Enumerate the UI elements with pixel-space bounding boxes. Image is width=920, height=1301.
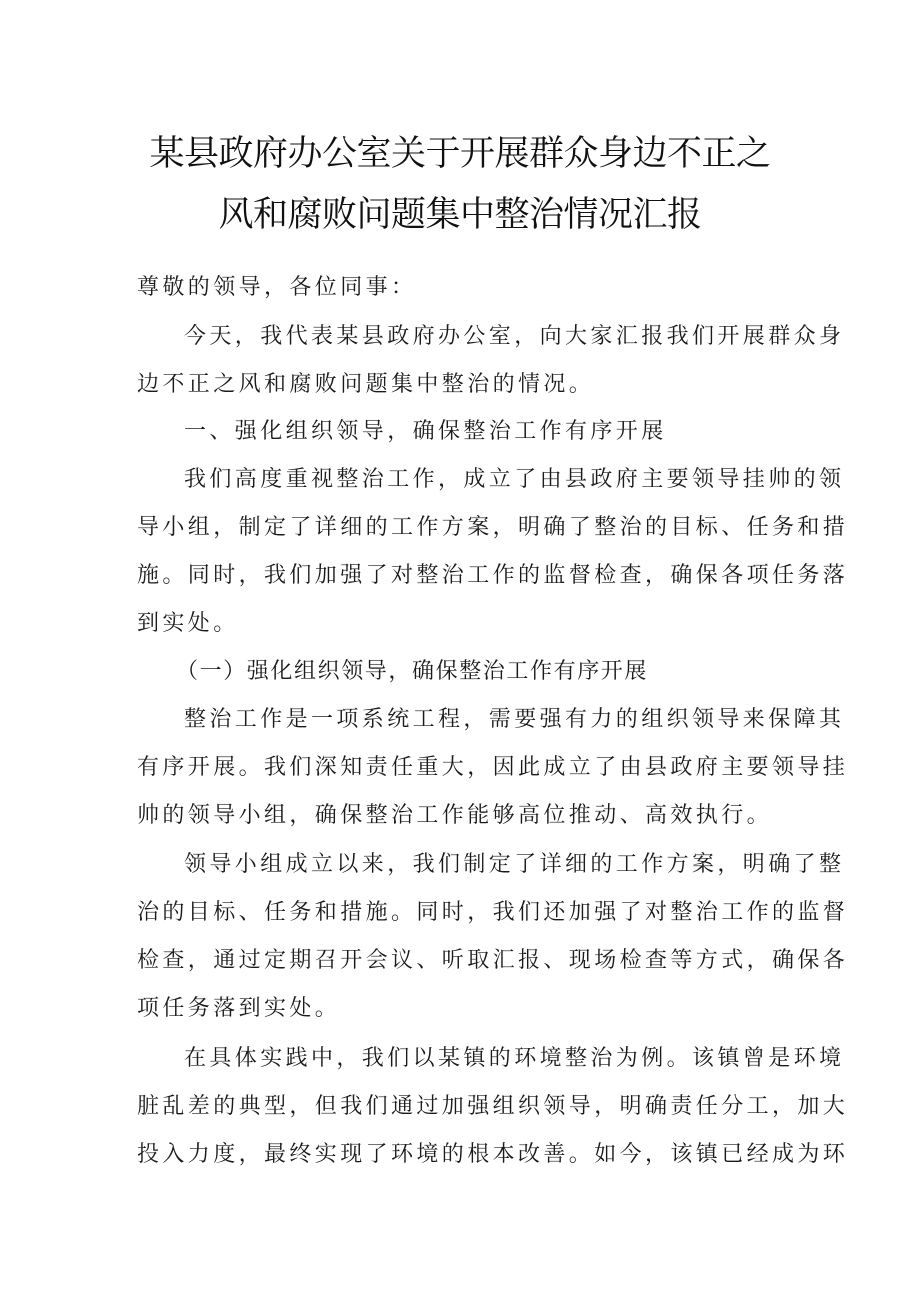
section-heading: 一、强化组织领导，确保整治工作有序开展	[184, 419, 667, 444]
paragraph-line: 脏乱差的典型，但我们通过加强组织领导，明确责任分工，加大	[137, 1094, 849, 1119]
paragraph-line: 到实处。	[137, 611, 239, 636]
paragraph-line: 检查，通过定期召开会议、听取汇报、现场检查等方式，确保各	[137, 948, 849, 973]
paragraph-line: 领导小组成立以来，我们制定了详细的工作方案，明确了整	[184, 852, 845, 877]
paragraph-line: 我们高度重视整治工作，成立了由县政府主要领导挂帅的领	[184, 467, 845, 492]
document-title-line-2: 风和腐败问题集中整治情况汇报	[218, 195, 702, 235]
paragraph-line: 今天，我代表某县政府办公室，向大家汇报我们开展群众身	[184, 324, 845, 349]
paragraph-line: 整治工作是一项系统工程，需要强有力的组织领导来保障其	[184, 707, 845, 732]
document-title-line-1: 某县政府办公室关于开展群众身边不正之	[149, 134, 771, 174]
paragraph-line: 边不正之风和腐败问题集中整治的情况。	[137, 372, 595, 397]
salutation: 尊敬的领导，各位同事：	[137, 275, 417, 300]
paragraph-line: 投入力度，最终实现了环境的根本改善。如今，该镇已经成为环	[137, 1142, 849, 1167]
paragraph-line: 导小组，制定了详细的工作方案，明确了整治的目标、任务和措	[137, 515, 849, 540]
paragraph-line: 在具体实践中，我们以某镇的环境整治为例。该镇曾是环境	[184, 1046, 845, 1071]
paragraph-line: 治的目标、任务和措施。同时，我们还加强了对整治工作的监督	[137, 900, 849, 925]
paragraph-line: 施。同时，我们加强了对整治工作的监督检查，确保各项任务落	[137, 563, 849, 588]
paragraph-line: 有序开展。我们深知责任重大，因此成立了由县政府主要领导挂	[137, 755, 849, 780]
subsection-heading: （一）强化组织领导，确保整治工作有序开展	[176, 659, 649, 684]
paragraph-line: 帅的领导小组，确保整治工作能够高位推动、高效执行。	[137, 803, 773, 828]
paragraph-line: 项任务落到实处。	[137, 996, 341, 1021]
